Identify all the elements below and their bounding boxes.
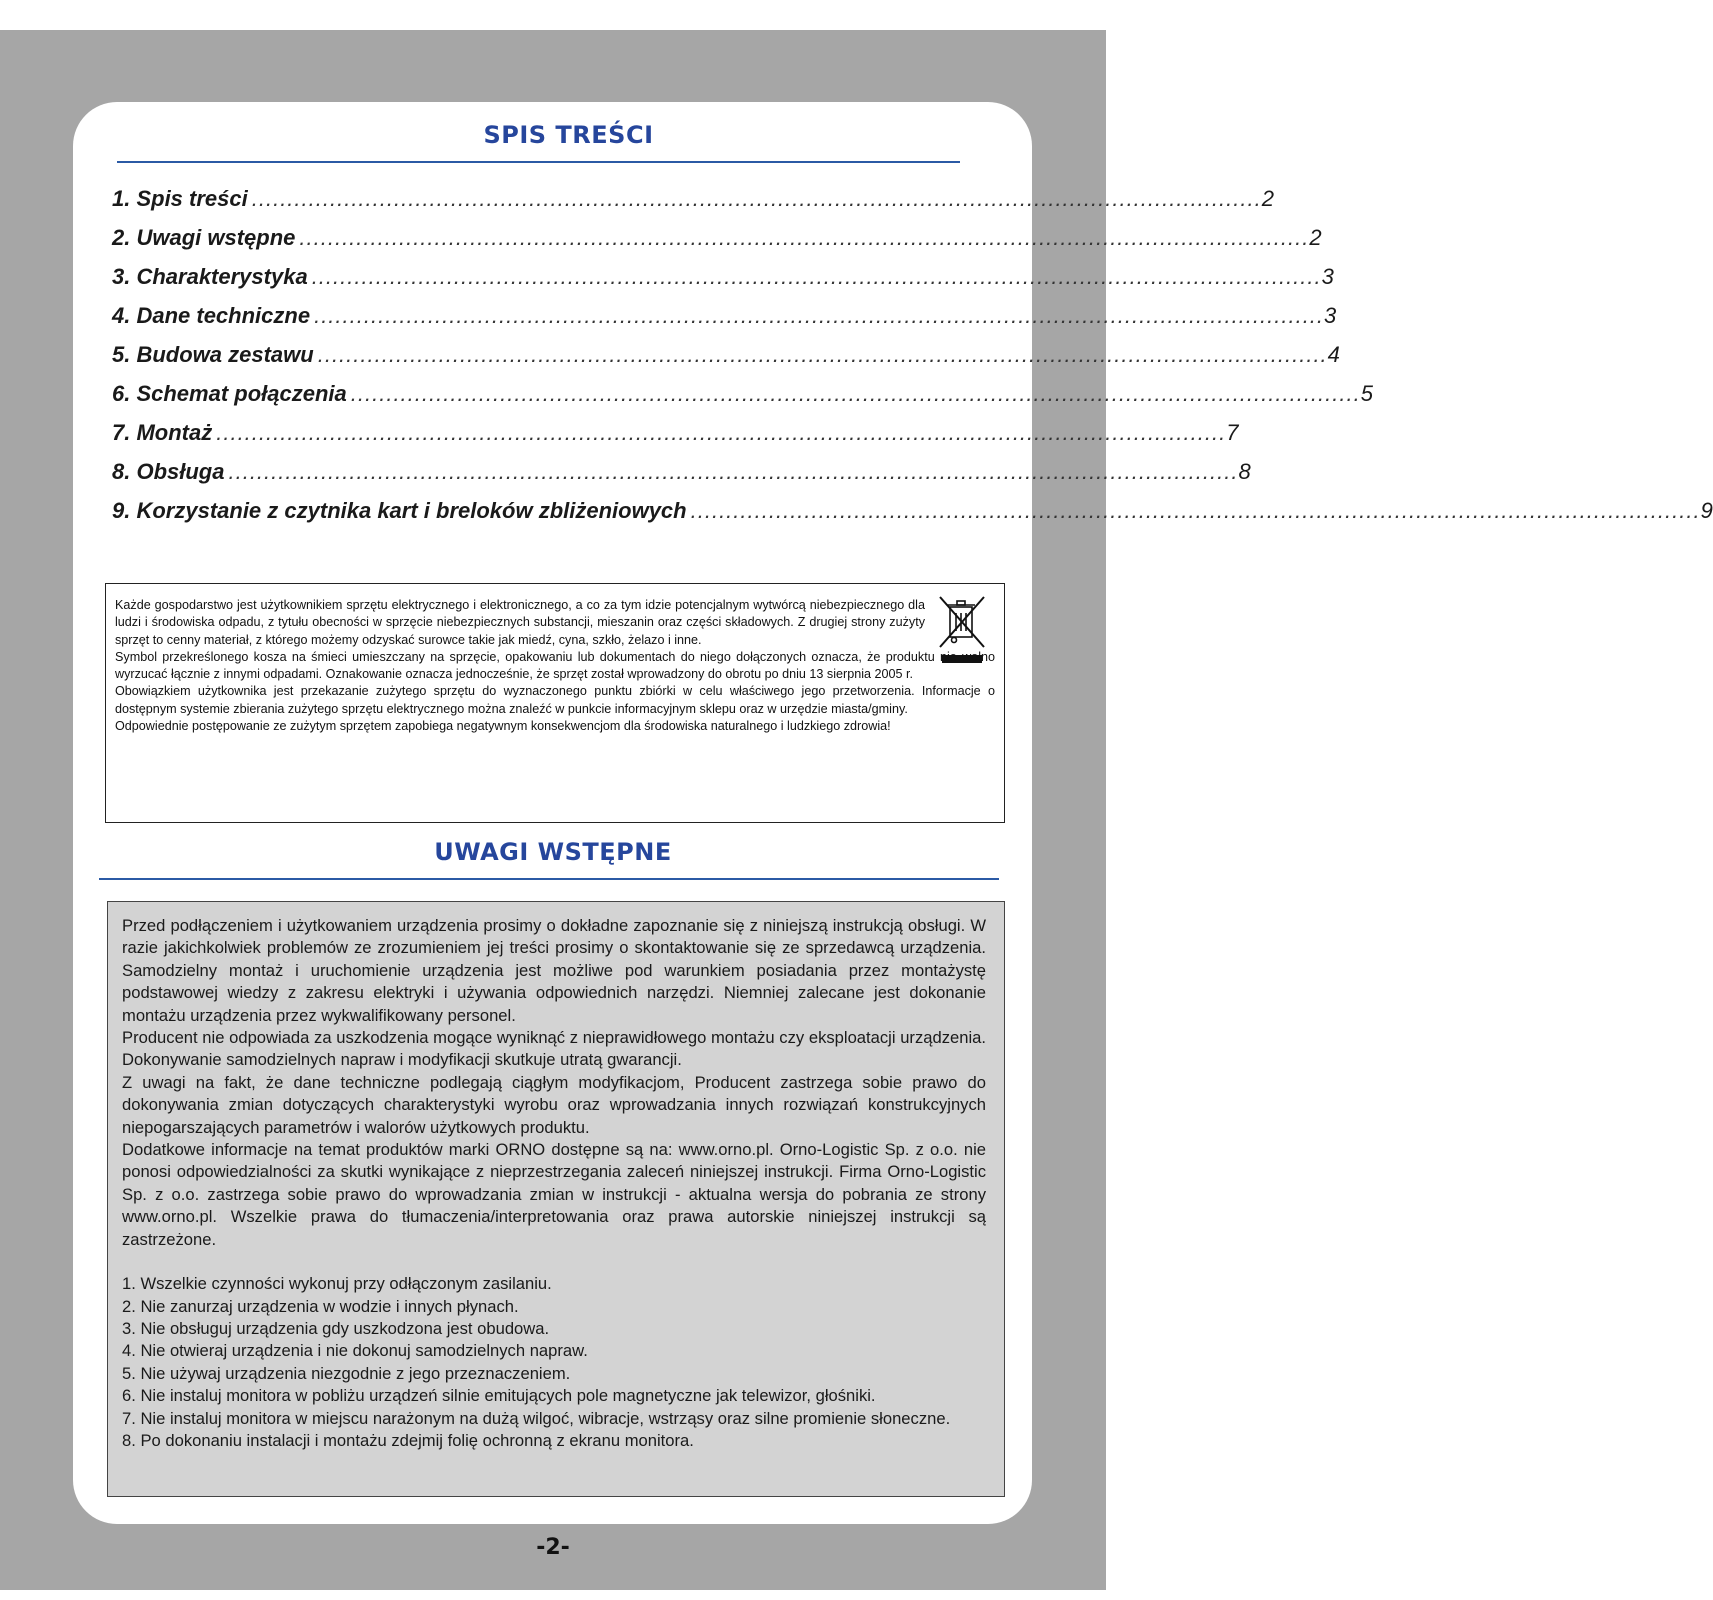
toc-leader: .............................................................................................................................................. bbox=[690, 498, 1701, 523]
list-item: 7. Nie instaluj monitora w miejscu narażonym na dużą wilgoć, wibracje, wstrząsy oraz silne promienie słoneczne. bbox=[122, 1408, 951, 1428]
weee-notice-box bbox=[105, 583, 1005, 823]
toc-entry[interactable]: 2. Uwagi wstępne .............................................................................................................................................. 2 bbox=[112, 225, 1322, 250]
list-item: 2. Nie zanurzaj urządzenia w wodzie i innych płynach. bbox=[122, 1296, 519, 1316]
spacer bbox=[122, 1251, 986, 1273]
list-item: 1. Wszelkie czynności wykonuj przy odłączonym zasilaniu. bbox=[122, 1274, 552, 1294]
list-item: 6. Nie instaluj monitora w pobliżu urządzeń silnie emitujących pole magnetyczne jak telewizor, głośniki. bbox=[122, 1386, 876, 1406]
toc-leader: .............................................................................................................................................. bbox=[314, 303, 1325, 328]
notes-text bbox=[122, 915, 986, 1452]
toc-leader: .............................................................................................................................................. bbox=[350, 381, 1361, 406]
weee-paragraph: Każde gospodarstwo jest użytkownikiem sprzętu elektrycznego i elektronicznego, a co za tym idzie potencjalnym wytwórcą niebezpiecznego dla ludzi i środowiska odpadu, z tytułu obecności w sprzęcie niebezpiecznych substancji, mieszanin oraz części składowych. Z drugiej strony zużyty sprzęt to cenny materiał, z którego możemy odzyskać surowce takie jak miedź, cyna, szkło, żelazo i inne. bbox=[115, 598, 925, 647]
toc-leader: .............................................................................................................................................. bbox=[311, 264, 1322, 289]
toc-entry[interactable]: 5. Budowa zestawu .............................................................................................................................................. 4 bbox=[112, 342, 1340, 367]
list-item: 5. Nie używaj urządzenia niezgodnie z jego przeznaczeniem. bbox=[122, 1363, 571, 1383]
weee-paragraph: Obowiązkiem użytkownika jest przekazanie zużytego sprzętu do wyznaczonego punktu zbiórki w celu właściwego jego przetworzenia. Informacje o dostępnym systemie zbierania zużytego sprzętu elektrycznego można znaleźć w punkcie informacyjnym sklepu oraz w urzędzie miasta/gminy. bbox=[115, 684, 995, 716]
toc-entry[interactable]: 9. Korzystanie z czytnika kart i breloków zbliżeniowych .............................................................................................................................................. 9 bbox=[112, 498, 1713, 523]
list-item: 8. Po dokonaniu instalacji i montażu zdejmij folię ochronną z ekranu monitora. bbox=[122, 1430, 694, 1450]
page-number: -2- bbox=[536, 1535, 570, 1560]
toc-entry[interactable]: 8. Obsługa .............................................................................................................................................. 8 bbox=[112, 459, 1251, 484]
toc-leader: .............................................................................................................................................. bbox=[216, 420, 1227, 445]
notes-paragraph: Producent nie odpowiada za uszkodzenia mogące wyniknąć z nieprawidłowego montażu czy eksploatacji urządzenia. Dokonywanie samodzielnych napraw i modyfikacji skutkuje utratą gwarancji. bbox=[122, 1028, 986, 1070]
notes-paragraph: Dodatkowe informacje na temat produktów marki ORNO dostępne są na: www.orno.pl. Orno-Logistic Sp. z o.o. nie ponosi odpowiedzialności za skutki wynikające z nieprzestrzegania zaleceń niniejszej instrukcji. Firma Orno-Logistic Sp. z o.o. zastrzega sobie prawo do wprowadzania zmian w instrukcji - aktualna wersja do pobrania ze strony www.orno.pl. Wszelkie prawa do tłumaczenia/interpretowania oraz prawa autorskie niniejszej instrukcji są zastrzeżone. bbox=[122, 1140, 986, 1249]
safety-list bbox=[122, 1273, 986, 1452]
toc-leader: .............................................................................................................................................. bbox=[299, 225, 1310, 250]
toc-entry[interactable]: 4. Dane techniczne .............................................................................................................................................. 3 bbox=[112, 303, 1337, 328]
toc-leader: .............................................................................................................................................. bbox=[317, 342, 1328, 367]
toc-heading: SPIS TREŚCI bbox=[483, 121, 654, 149]
notes-heading: UWAGI WSTĘPNE bbox=[434, 838, 672, 866]
toc-leader: .............................................................................................................................................. bbox=[251, 186, 1262, 211]
list-item: 4. Nie otwieraj urządzenia i nie dokonuj samodzielnych napraw. bbox=[122, 1341, 588, 1361]
notes-divider bbox=[99, 878, 999, 880]
toc-entry[interactable]: 3. Charakterystyka .............................................................................................................................................. 3 bbox=[112, 264, 1334, 289]
toc-leader: .............................................................................................................................................. bbox=[228, 459, 1239, 484]
notes-box bbox=[107, 901, 1005, 1497]
toc-entry[interactable]: 7. Montaż .............................................................................................................................................. 7 bbox=[112, 420, 1239, 445]
weee-text bbox=[115, 597, 995, 735]
weee-paragraph: Symbol przekreślonego kosza na śmieci umieszczany na sprzęcie, opakowaniu lub dokumentach do niego dołączonych oznacza, że produktu nie wolno wyrzucać łącznie z innymi odpadami. Oznakowanie oznacza jednocześnie, że sprzęt został wprowadzony do obrotu po dniu 13 sierpnia 2005 r. bbox=[115, 649, 995, 682]
notes-paragraph: Z uwagi na fakt, że dane techniczne podlegają ciągłym modyfikacjom, Producent zastrzega sobie prawo do dokonywania zmian dotyczących charakterystyki wyrobu oraz wprowadzania innych rozwiązań konstrukcyjnych niepogarszających parametrów i walorów użytkowych produktu. bbox=[122, 1072, 986, 1137]
toc-divider bbox=[117, 161, 960, 163]
toc-entry[interactable]: 1. Spis treści .............................................................................................................................................. 2 bbox=[112, 186, 1274, 211]
weee-paragraph: Odpowiednie postępowanie ze zużytym sprzętem zapobiega negatywnym konsekwencjom dla środowiska naturalnego i ludzkiego zdrowia! bbox=[115, 719, 891, 734]
notes-paragraph: Przed podłączeniem i użytkowaniem urządzenia prosimy o dokładne zapoznanie się z niniejszą instrukcją obsługi. W razie jakichkolwiek problemów ze zrozumieniem jej treści prosimy o skontaktowanie się ze sprzedawcą urządzenia. Samodzielny montaż i uruchomienie urządzenia jest możliwe pod warunkiem posiadania przez montażystę podstawowej wiedzy z zakresu elektryki i używania odpowiednich narzędzi. Niemniej zalecane jest dokonanie montażu urządzenia przez wykwalifikowany personel. bbox=[122, 916, 986, 1025]
list-item: 3. Nie obsługuj urządzenia gdy uszkodzona jest obudowa. bbox=[122, 1318, 550, 1338]
toc-entry[interactable]: 6. Schemat połączenia .............................................................................................................................................. 5 bbox=[112, 381, 1373, 406]
